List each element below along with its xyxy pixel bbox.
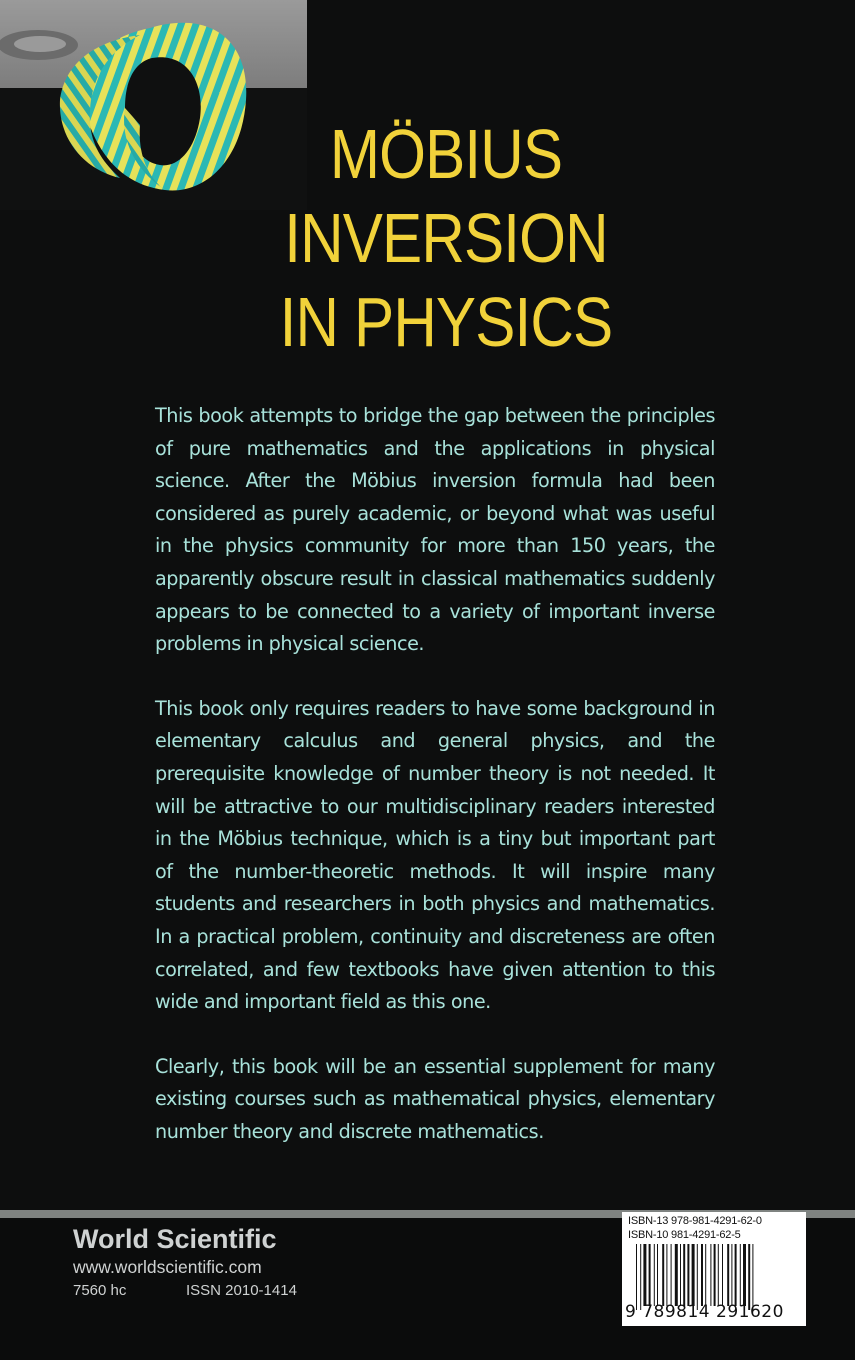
book-title xyxy=(265,112,626,364)
barcode-bar xyxy=(718,1244,719,1306)
issn-number: ISSN 2010-1414 xyxy=(186,1282,297,1299)
book-description xyxy=(155,400,715,1148)
title-line-3: IN PHYSICS xyxy=(279,283,613,361)
publisher-name: World Scientific xyxy=(73,1224,277,1254)
barcode-bar xyxy=(687,1244,689,1306)
barcode-bar xyxy=(671,1244,672,1306)
title-line-2: INVERSION xyxy=(284,199,608,277)
mobius-strip-icon xyxy=(0,0,307,210)
barcode-bar xyxy=(697,1244,698,1310)
title-line-1: MÖBIUS xyxy=(329,115,563,193)
publisher-website: www.worldscientific.com xyxy=(73,1257,262,1277)
barcode-bar xyxy=(649,1244,651,1306)
barcode-bar xyxy=(701,1244,703,1306)
barcode-bar xyxy=(692,1244,695,1306)
isbn-10: ISBN-10 981-4291-62-5 xyxy=(628,1229,741,1241)
barcode-bar xyxy=(752,1244,753,1310)
isbn-13: ISBN-13 978-981-4291-62-0 xyxy=(628,1215,762,1227)
description-paragraph-3: Clearly, this book will be an essential supplement for many existing courses such as mathematical physics, elementary number theory and discrete mathematics. xyxy=(155,1054,715,1143)
description-paragraph-1: This book attempts to bridge the gap between the principles of pure mathematics and the applications in physical science. After the Möbius inversion formula had been considered as purely academic, or beyond what was useful in the physics community for more than 150 years, the apparently obscure result in classical mathematics suddenly appears to be connected to a variety of important inverse problems in physical science. xyxy=(155,404,715,656)
barcode-bar xyxy=(640,1244,641,1310)
barcode-bar xyxy=(657,1244,658,1306)
barcode-bar xyxy=(748,1244,750,1310)
barcode-bar xyxy=(722,1244,723,1306)
barcode-bar xyxy=(740,1244,741,1306)
barcode-bar xyxy=(662,1244,664,1306)
barcode-label xyxy=(622,1212,806,1326)
barcode-bar xyxy=(654,1244,655,1306)
catalog-code: 7560 hc xyxy=(73,1282,127,1299)
barcode-bar xyxy=(636,1244,637,1310)
barcode-bar xyxy=(743,1244,746,1306)
barcode-digits: 9 789814 291620 xyxy=(625,1302,784,1322)
description-paragraph-2: This book only requires readers to have some background in elementary calculus and general physics, and the prerequisite knowledge of number theory is not needed. It will be attractive to our multidisciplinary readers interested in the Möbius technique, which is a tiny but important part of the number-theoretic methods. It will inspire many students and researchers in both physics and mathematics. In a practical problem, continuity and discreteness are often correlated, and few textbooks have given attention to this wide and important field as this one. xyxy=(155,696,715,1014)
barcode-bar xyxy=(705,1244,706,1306)
barcode-bar xyxy=(714,1244,716,1306)
barcode-bar xyxy=(643,1244,646,1306)
barcode-bar xyxy=(731,1244,732,1306)
barcode-bar xyxy=(683,1244,685,1306)
barcode-bar xyxy=(675,1244,678,1306)
barcode-bar xyxy=(710,1244,711,1306)
barcode-bar xyxy=(680,1244,681,1306)
barcode-bar xyxy=(666,1244,667,1306)
barcode-bar xyxy=(727,1244,729,1306)
barcode-bar xyxy=(735,1244,737,1306)
